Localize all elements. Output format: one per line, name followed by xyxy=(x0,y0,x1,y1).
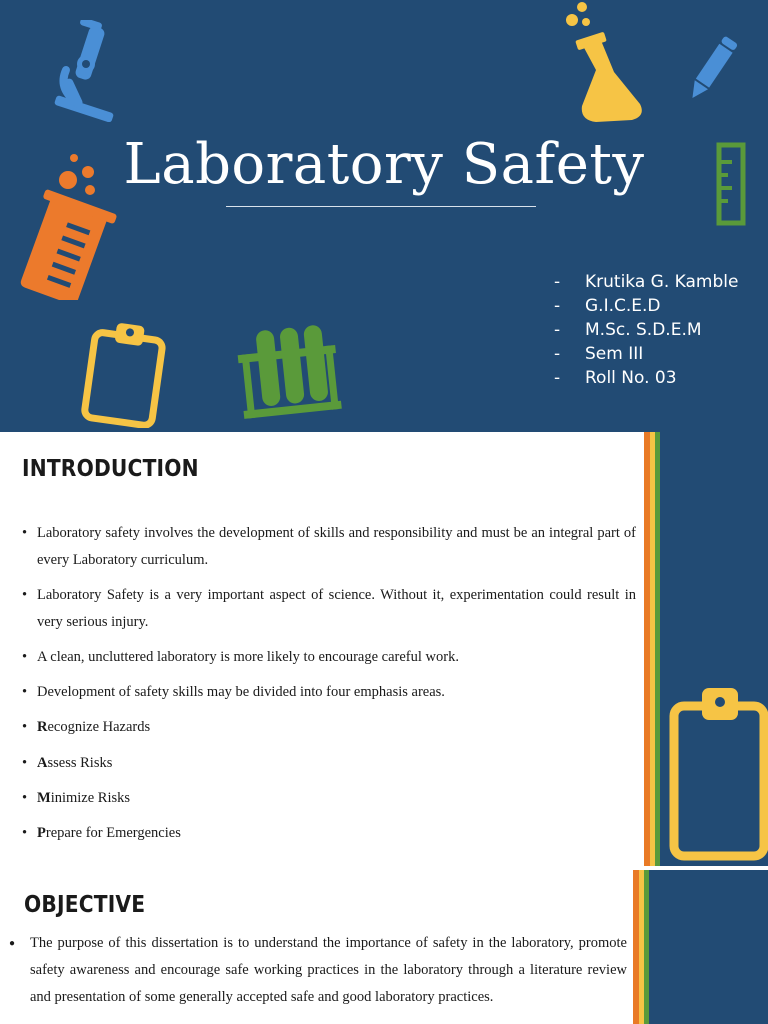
list-item: • Assess Risks xyxy=(22,750,636,777)
introduction-slide xyxy=(0,432,768,866)
list-item: • A clean, uncluttered laboratory is more likely to encourage careful work. xyxy=(22,644,636,671)
pencil-icon xyxy=(686,30,738,108)
title-underline xyxy=(226,206,536,207)
list-item: • Development of safety skills may be divided into four emphasis areas. xyxy=(22,679,636,706)
list-item: • Minimize Risks xyxy=(22,785,636,812)
author-institute: - G.I.C.E.D xyxy=(554,296,661,316)
list-item: • Recognize Hazards xyxy=(22,714,636,741)
flask-icon xyxy=(560,0,646,124)
author-name: - Krutika G. Kamble xyxy=(554,272,739,292)
side-panel xyxy=(633,870,768,1024)
list-item: • Laboratory safety involves the development of skills and responsibility and must be an integral part of every Laboratory curriculum. xyxy=(22,520,636,574)
presentation-title: Laboratory Safety xyxy=(123,132,645,197)
clipboard-icon xyxy=(76,322,172,428)
list-item: • Prepare for Emergencies xyxy=(22,820,636,847)
title-slide xyxy=(0,0,768,432)
introduction-heading: INTRODUCTION xyxy=(22,456,199,482)
side-panel xyxy=(644,432,768,866)
test-tubes-icon xyxy=(232,322,346,428)
introduction-list xyxy=(22,520,636,847)
blue-panel xyxy=(649,870,768,1024)
author-semester: - Sem III xyxy=(554,344,644,364)
author-roll-number: - Roll No. 03 xyxy=(554,368,677,388)
objective-list xyxy=(9,930,627,1011)
author-program: - M.Sc. S.D.E.M xyxy=(554,320,702,340)
list-item: • Laboratory Safety is a very important aspect of science. Without it, experimentation could result in very serious injury. xyxy=(22,582,636,636)
objective-slide xyxy=(0,870,768,1024)
microscope-icon xyxy=(48,20,118,122)
list-item: ● The purpose of this dissertation is to understand the importance of safety in the laboratory, promote safety awareness and encourage safe working practices in the laboratory through a literature review and presentation of some generally accepted safe and good laboratory practices. xyxy=(9,930,627,1011)
author-details xyxy=(554,270,738,390)
clipboard-icon xyxy=(668,686,768,862)
objective-heading: OBJECTIVE xyxy=(24,892,146,918)
